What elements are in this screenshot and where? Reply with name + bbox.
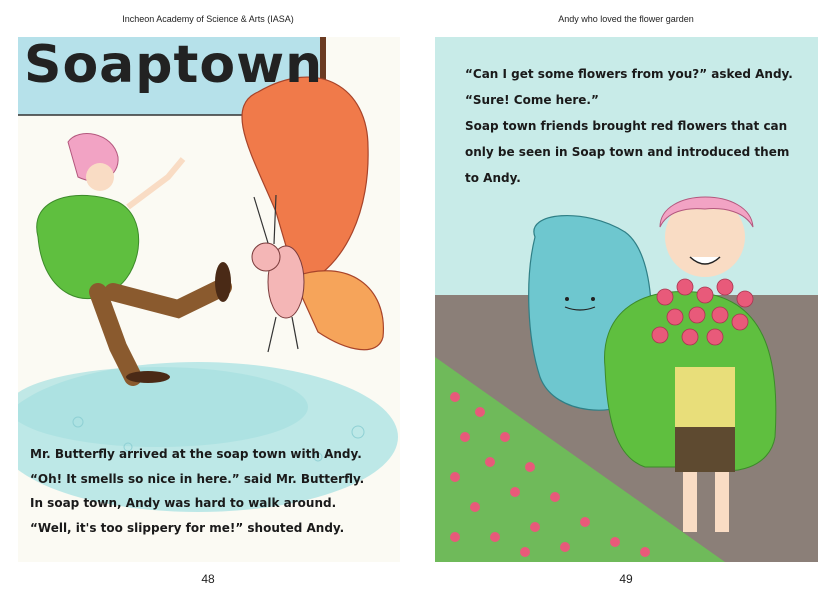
right-story-text — [465, 61, 793, 191]
andy-kicking-leg — [113, 287, 223, 309]
right-running-header: Andy who loved the flower garden — [558, 14, 694, 24]
story-line: “Oh! It smells so nice in here.” said Mr. Butterfly. — [30, 471, 365, 486]
left-page — [18, 37, 400, 562]
andy-shirt — [675, 367, 735, 432]
story-line: Soap town friends brought red flowers that can — [465, 119, 788, 133]
right-page-number: 49 — [619, 572, 633, 586]
andy-leaf-coat — [37, 195, 139, 298]
andy-face — [86, 163, 114, 191]
story-line: “Sure! Come here.” — [465, 93, 599, 107]
story-line: Mr. Butterfly arrived at the soap town with Andy. — [30, 447, 362, 461]
right-page — [435, 37, 818, 562]
story-line: to Andy. — [465, 171, 521, 185]
butterfly-lower-wing — [293, 271, 383, 350]
left-page-number: 48 — [201, 572, 215, 586]
andy-shorts — [675, 427, 735, 472]
left-story-text — [30, 442, 364, 540]
story-line: “Well, it's too slippery for me!” shouted Andy. — [30, 520, 345, 535]
story-line: In soap town, Andy was hard to walk around. — [30, 496, 337, 510]
andy-shoe — [126, 371, 170, 383]
butterfly-head — [252, 243, 280, 271]
story-line: only be seen in Soap town and introduced them — [465, 145, 790, 159]
left-running-header: Incheon Academy of Science & Arts (IASA) — [122, 14, 294, 24]
story-line: “Can I get some flowers from you?” asked Andy. — [465, 67, 793, 81]
soaptown-sign-text: Soaptown — [24, 37, 324, 95]
